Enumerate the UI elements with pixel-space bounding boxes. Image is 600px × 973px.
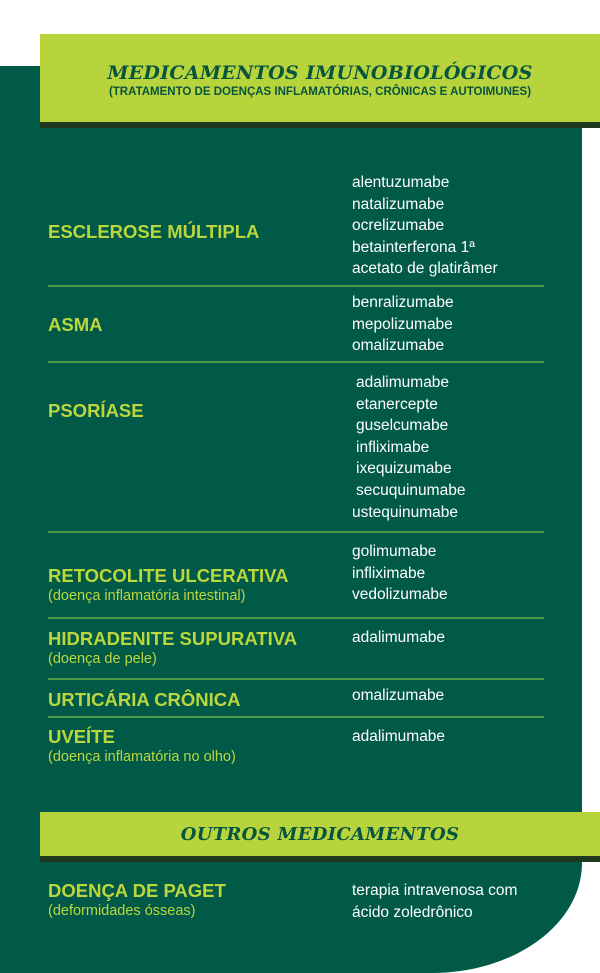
medication-list xyxy=(352,502,552,524)
medication-item: infliximabe xyxy=(356,438,430,456)
medication-item: guselcumabe xyxy=(356,417,449,435)
row-divider xyxy=(48,678,544,680)
row-divider xyxy=(48,361,544,363)
row-divider xyxy=(48,531,544,533)
condition-note: (doença inflamatória intestinal) xyxy=(48,588,246,604)
medication-item: mepolizumabe xyxy=(352,315,453,333)
medication-item: etanercepte xyxy=(356,395,438,413)
condition-name xyxy=(48,628,338,668)
medication-list xyxy=(352,292,552,357)
medication-item: infliximabe xyxy=(352,564,426,582)
medication-item: benralizumabe xyxy=(352,294,454,311)
medication-item: adalimumabe xyxy=(352,728,446,745)
row-divider xyxy=(48,716,544,718)
medication-list xyxy=(356,372,556,502)
medication-item: natalizumabe xyxy=(352,195,445,213)
condition-label: ASMA xyxy=(48,314,103,335)
medication-item: ácido zoledrônico xyxy=(352,903,473,921)
condition-name xyxy=(48,689,338,711)
medication-item: betainterferona 1ª xyxy=(352,238,475,256)
medication-list xyxy=(352,726,552,748)
medication-item: alentuzumabe xyxy=(352,174,450,191)
section-title: OUTROS MEDICAMENTOS xyxy=(180,824,460,845)
condition-label: URTICÁRIA CRÔNICA xyxy=(48,689,241,710)
medication-item: ocrelizumabe xyxy=(352,217,445,235)
condition-name xyxy=(48,400,338,422)
header-banner xyxy=(40,34,600,122)
medication-item: omalizumabe xyxy=(352,687,445,704)
condition-row xyxy=(48,541,544,613)
condition-label: RETOCOLITE ULCERATIVA xyxy=(48,565,289,586)
condition-row xyxy=(48,685,544,715)
page-subtitle: (TRATAMENTO DE DOENÇAS INFLAMATÓRIAS, CRÔNICAS E AUTOIMUNES) xyxy=(108,86,532,98)
medication-list xyxy=(352,172,552,280)
medication-item: secuquinumabe xyxy=(356,481,466,499)
medication-list xyxy=(352,627,552,649)
medication-list xyxy=(352,880,552,923)
condition-label: PSORÍASE xyxy=(48,400,144,421)
row-divider xyxy=(48,617,544,619)
condition-name xyxy=(48,314,338,336)
condition-label: ESCLEROSE MÚLTIPLA xyxy=(48,221,260,242)
medication-item: ixequizumabe xyxy=(356,460,452,478)
medication-item: golimumabe xyxy=(352,543,437,560)
condition-row xyxy=(48,880,544,926)
condition-row xyxy=(48,292,544,360)
medication-list xyxy=(352,685,552,707)
condition-name xyxy=(48,221,338,243)
condition-label: DOENÇA DE PAGET xyxy=(48,880,226,901)
medication-item: acetato de glatirâmer xyxy=(352,260,498,278)
row-divider xyxy=(48,285,544,287)
medication-item: omalizumabe xyxy=(352,337,445,355)
condition-row xyxy=(48,627,544,673)
medication-item: ustequinumabe xyxy=(352,504,458,521)
condition-row xyxy=(48,372,544,528)
condition-name xyxy=(48,565,338,605)
medication-item: adalimumabe xyxy=(352,629,446,646)
condition-name xyxy=(48,880,338,920)
condition-row xyxy=(48,172,544,282)
medication-item: terapia intravenosa com xyxy=(352,882,518,899)
condition-row xyxy=(48,726,544,772)
medication-list xyxy=(352,541,552,606)
condition-label: HIDRADENITE SUPURATIVA xyxy=(48,628,298,649)
medication-item: vedolizumabe xyxy=(352,586,448,604)
condition-note: (doença de pele) xyxy=(48,651,157,667)
condition-label: UVEÍTE xyxy=(48,726,115,747)
condition-note: (doença inflamatória no olho) xyxy=(48,749,236,765)
condition-name xyxy=(48,726,338,766)
other-medications-banner xyxy=(40,812,600,856)
page-title: MEDICAMENTOS IMUNOBIOLÓGICOS xyxy=(107,62,533,84)
medication-item: adalimumabe xyxy=(356,374,450,391)
condition-note: (deformidades ósseas) xyxy=(48,903,196,919)
